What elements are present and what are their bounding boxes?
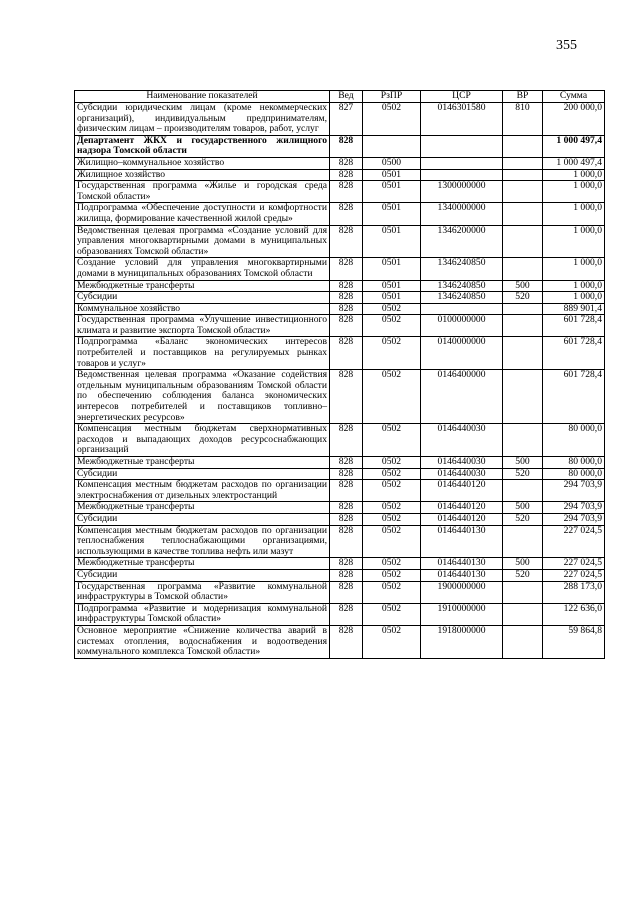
header-ved: Вед [330, 91, 363, 103]
cell-name: Жилищно–коммунальное хозяйство [75, 157, 330, 169]
cell-vr: 500 [503, 280, 543, 292]
cell-rzpr: 0502 [363, 502, 421, 514]
cell-sum: 227 024,5 [543, 569, 605, 581]
table-row [75, 157, 605, 169]
cell-vr: 520 [503, 569, 543, 581]
cell-sum: 80 000,0 [543, 457, 605, 469]
cell-sum: 122 636,0 [543, 603, 605, 625]
table-row [75, 424, 605, 457]
cell-sum: 1 000,0 [543, 169, 605, 181]
cell-sum: 1 000,0 [543, 258, 605, 280]
table-row [75, 315, 605, 337]
cell-ved: 828 [330, 315, 363, 337]
cell-name: Субсидии [75, 569, 330, 581]
cell-name: Компенсация местным бюджетам расходов по организации теплоснабжения теплоснабжающими организациями, использующими в качестве топлива нефть или мазут [75, 525, 330, 558]
cell-ved: 828 [330, 502, 363, 514]
cell-csr: 1300000000 [421, 181, 503, 203]
cell-ved: 828 [330, 303, 363, 315]
cell-vr [503, 169, 543, 181]
table-row [75, 370, 605, 424]
cell-csr: 0146400000 [421, 370, 503, 424]
cell-ved: 828 [330, 280, 363, 292]
cell-ved: 828 [330, 337, 363, 370]
table-row [75, 525, 605, 558]
cell-ved: 828 [330, 525, 363, 558]
cell-vr: 500 [503, 502, 543, 514]
cell-csr: 0146301580 [421, 103, 503, 136]
table-row [75, 480, 605, 502]
cell-csr: 0146440030 [421, 424, 503, 457]
cell-name: Основное мероприятие «Снижение количества аварий в системах отопления, водоснабжения и водоотведения коммунального комплекса Томской области» [75, 625, 330, 658]
cell-ved: 828 [330, 181, 363, 203]
cell-sum: 200 000,0 [543, 103, 605, 136]
cell-vr [503, 258, 543, 280]
table-row [75, 581, 605, 603]
cell-sum: 889 901,4 [543, 303, 605, 315]
cell-name: Государственная программа «Жилье и городская среда Томской области» [75, 181, 330, 203]
cell-name: Ведомственная целевая программа «Оказание содействия отдельным муниципальным образованиям Томской области по обеспечению соблюдения баланса экономических интересов потребителей и поставщиков топливно–энергетических ресурсов» [75, 370, 330, 424]
cell-csr: 0146440030 [421, 457, 503, 469]
table-row [75, 603, 605, 625]
cell-name: Подпрограмма «Баланс экономических интересов потребителей и поставщиков на регулируемых рынках товаров и услуг» [75, 337, 330, 370]
cell-rzpr: 0501 [363, 225, 421, 258]
cell-csr [421, 169, 503, 181]
cell-csr: 0146440130 [421, 525, 503, 558]
cell-rzpr: 0502 [363, 424, 421, 457]
cell-rzpr: 0502 [363, 103, 421, 136]
cell-name: Межбюджетные трансферты [75, 280, 330, 292]
cell-rzpr: 0501 [363, 181, 421, 203]
cell-rzpr: 0501 [363, 203, 421, 225]
cell-sum: 227 024,5 [543, 525, 605, 558]
table-row [75, 203, 605, 225]
table-row [75, 569, 605, 581]
cell-vr: 500 [503, 558, 543, 570]
table-row [75, 558, 605, 570]
cell-ved: 828 [330, 457, 363, 469]
table-body [75, 103, 605, 659]
table-row [75, 280, 605, 292]
cell-csr: 1910000000 [421, 603, 503, 625]
cell-ved: 828 [330, 225, 363, 258]
cell-name: Субсидии [75, 513, 330, 525]
cell-name: Межбюджетные трансферты [75, 558, 330, 570]
cell-name: Подпрограмма «Обеспечение доступности и комфортности жилища, формирование качественной жилой среды» [75, 203, 330, 225]
budget-table [74, 90, 605, 659]
cell-name: Компенсация местным бюджетам сверхнормативных расходов и выпадающих доходов ресурсоснабжающих организаций [75, 424, 330, 457]
cell-rzpr: 0502 [363, 337, 421, 370]
header-name: Наименование показателей [75, 91, 330, 103]
table-row [75, 103, 605, 136]
cell-name: Межбюджетные трансферты [75, 502, 330, 514]
cell-csr [421, 303, 503, 315]
cell-rzpr [363, 135, 421, 157]
cell-ved: 828 [330, 569, 363, 581]
cell-vr [503, 603, 543, 625]
cell-csr: 0146440030 [421, 468, 503, 480]
cell-sum: 80 000,0 [543, 468, 605, 480]
cell-name: Субсидии [75, 468, 330, 480]
table-row [75, 169, 605, 181]
cell-rzpr: 0501 [363, 169, 421, 181]
cell-ved: 828 [330, 203, 363, 225]
cell-sum: 1 000,0 [543, 225, 605, 258]
cell-rzpr: 0501 [363, 280, 421, 292]
cell-ved: 828 [330, 157, 363, 169]
cell-ved: 827 [330, 103, 363, 136]
cell-csr: 0146440130 [421, 569, 503, 581]
cell-rzpr: 0502 [363, 315, 421, 337]
table-row [75, 292, 605, 304]
cell-vr: 810 [503, 103, 543, 136]
cell-sum: 1 000,0 [543, 292, 605, 304]
page-number: 355 [556, 38, 577, 53]
cell-csr: 1900000000 [421, 581, 503, 603]
header-vr: ВР [503, 91, 543, 103]
cell-name: Ведомственная целевая программа «Создание условий для управления многоквартирными домами в муниципальных образованиях Томской области» [75, 225, 330, 258]
cell-csr [421, 157, 503, 169]
cell-csr: 1346240850 [421, 292, 503, 304]
table-row [75, 337, 605, 370]
header-sum: Сумма [543, 91, 605, 103]
cell-rzpr: 0501 [363, 258, 421, 280]
cell-csr: 0146440120 [421, 502, 503, 514]
table-row [75, 513, 605, 525]
cell-ved: 828 [330, 625, 363, 658]
table-row [75, 502, 605, 514]
cell-ved: 828 [330, 135, 363, 157]
table-row [75, 468, 605, 480]
cell-name: Компенсация местным бюджетам расходов по организации электроснабжения от дизельных электростанций [75, 480, 330, 502]
cell-csr: 1346240850 [421, 258, 503, 280]
cell-sum: 601 728,4 [543, 315, 605, 337]
cell-vr: 520 [503, 468, 543, 480]
cell-sum: 1 000,0 [543, 280, 605, 292]
cell-vr [503, 581, 543, 603]
cell-sum: 294 703,9 [543, 480, 605, 502]
table-row [75, 625, 605, 658]
cell-sum: 1 000 497,4 [543, 135, 605, 157]
cell-sum: 294 703,9 [543, 502, 605, 514]
cell-csr: 0100000000 [421, 315, 503, 337]
cell-sum: 1 000,0 [543, 181, 605, 203]
table-row [75, 225, 605, 258]
table-row [75, 258, 605, 280]
cell-csr: 1346200000 [421, 225, 503, 258]
table-row [75, 457, 605, 469]
cell-ved: 828 [330, 424, 363, 457]
cell-rzpr: 0502 [363, 303, 421, 315]
cell-csr: 0146440120 [421, 480, 503, 502]
cell-vr [503, 424, 543, 457]
cell-name: Государственная программа «Улучшение инвестиционного климата и развитие экспорта Томской области» [75, 315, 330, 337]
table-row [75, 135, 605, 157]
cell-vr [503, 480, 543, 502]
table-header-row [75, 91, 605, 103]
cell-sum: 601 728,4 [543, 370, 605, 424]
cell-vr [503, 135, 543, 157]
cell-name: Жилищное хозяйство [75, 169, 330, 181]
cell-ved: 828 [330, 603, 363, 625]
cell-rzpr: 0500 [363, 157, 421, 169]
cell-ved: 828 [330, 581, 363, 603]
cell-rzpr: 0502 [363, 480, 421, 502]
cell-name: Субсидии [75, 292, 330, 304]
cell-rzpr: 0501 [363, 292, 421, 304]
cell-vr [503, 203, 543, 225]
cell-vr [503, 370, 543, 424]
cell-csr: 1346240850 [421, 280, 503, 292]
cell-rzpr: 0502 [363, 370, 421, 424]
cell-vr [503, 315, 543, 337]
cell-name: Департамент ЖКХ и государственного жилищного надзора Томской области [75, 135, 330, 157]
cell-vr: 520 [503, 292, 543, 304]
cell-name: Коммунальное хозяйство [75, 303, 330, 315]
cell-rzpr: 0502 [363, 581, 421, 603]
cell-ved: 828 [330, 480, 363, 502]
header-csr: ЦСР [421, 91, 503, 103]
cell-vr [503, 525, 543, 558]
cell-vr [503, 181, 543, 203]
cell-name: Субсидии юридическим лицам (кроме некоммерческих организаций), индивидуальным предпринимателям, физическим лицам – производителям товаров, работ, услуг [75, 103, 330, 136]
cell-ved: 828 [330, 258, 363, 280]
cell-name: Межбюджетные трансферты [75, 457, 330, 469]
cell-ved: 828 [330, 370, 363, 424]
cell-rzpr: 0502 [363, 525, 421, 558]
cell-ved: 828 [330, 292, 363, 304]
cell-rzpr: 0502 [363, 603, 421, 625]
cell-vr: 520 [503, 513, 543, 525]
table-row [75, 181, 605, 203]
cell-rzpr: 0502 [363, 569, 421, 581]
cell-vr [503, 157, 543, 169]
cell-name: Создание условий для управления многоквартирными домами в муниципальных образованиях Томской области [75, 258, 330, 280]
cell-rzpr: 0502 [363, 513, 421, 525]
cell-ved: 828 [330, 558, 363, 570]
cell-csr: 0146440120 [421, 513, 503, 525]
cell-sum: 80 000,0 [543, 424, 605, 457]
table-row [75, 303, 605, 315]
cell-sum: 59 864,8 [543, 625, 605, 658]
cell-vr [503, 337, 543, 370]
cell-sum: 288 173,0 [543, 581, 605, 603]
cell-sum: 1 000 497,4 [543, 157, 605, 169]
cell-name: Государственная программа «Развитие коммунальной инфраструктуры в Томской области» [75, 581, 330, 603]
cell-sum: 227 024,5 [543, 558, 605, 570]
cell-rzpr: 0502 [363, 468, 421, 480]
cell-vr: 500 [503, 457, 543, 469]
cell-ved: 828 [330, 468, 363, 480]
cell-vr [503, 625, 543, 658]
cell-sum: 601 728,4 [543, 337, 605, 370]
cell-csr: 1918000000 [421, 625, 503, 658]
cell-vr [503, 303, 543, 315]
cell-csr [421, 135, 503, 157]
cell-rzpr: 0502 [363, 457, 421, 469]
cell-csr: 0140000000 [421, 337, 503, 370]
cell-sum: 1 000,0 [543, 203, 605, 225]
header-rzpr: РзПР [363, 91, 421, 103]
cell-ved: 828 [330, 169, 363, 181]
cell-vr [503, 225, 543, 258]
cell-name: Подпрограмма «Развитие и модернизация коммунальной инфраструктуры Томской области» [75, 603, 330, 625]
cell-ved: 828 [330, 513, 363, 525]
cell-rzpr: 0502 [363, 625, 421, 658]
cell-csr: 1340000000 [421, 203, 503, 225]
cell-sum: 294 703,9 [543, 513, 605, 525]
cell-csr: 0146440130 [421, 558, 503, 570]
cell-rzpr: 0502 [363, 558, 421, 570]
